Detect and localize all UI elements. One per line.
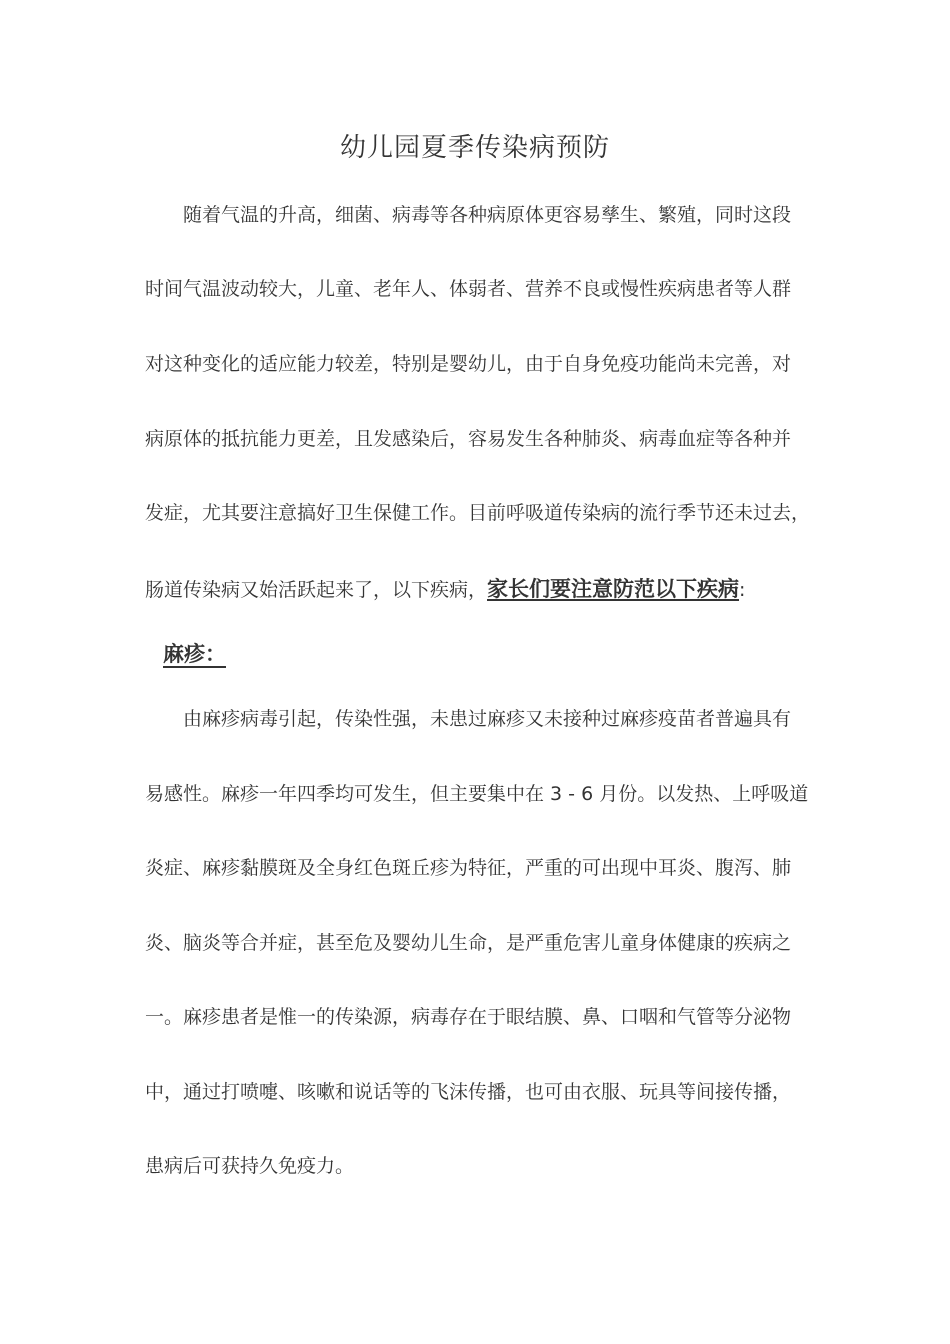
intro-line-2: 时间气温波动较大，儿童、老年人、体弱者、营养不良或慢性疾病患者等人群 [145,278,792,300]
measles-line-3: 炎症、麻疹黏膜斑及全身红色斑丘疹为特征，严重的可出现中耳炎、腹泻、肺 [145,857,792,879]
parent-warning-emphasis: 家长们要注意防范以下疾病 [487,577,740,601]
intro-line-5: 发症，尤其要注意搞好卫生保健工作。目前呼吸道传染病的流行季节还未过去， [145,502,811,524]
intro-line-6-end: : [739,579,746,601]
measles-line-7: 患病后可获持久免疫力。 [145,1155,355,1177]
intro-line-6-text: 肠道传染病又始活跃起来了，以下疾病， [145,579,488,601]
intro-line-1: 随着气温的升高，细菌、病毒等各种病原体更容易孳生、繁殖，同时这段 [183,204,792,226]
measles-line-5: 一。麻疹患者是惟一的传染源，病毒存在于眼结膜、鼻、口咽和气管等分泌物 [145,1006,792,1028]
measles-line-6: 中，通过打喷嚏、咳嗽和说话等的飞沫传播，也可由衣服、玩具等间接传播， [145,1081,792,1103]
intro-line-3: 对这种变化的适应能力较差，特别是婴幼儿，由于自身免疫功能尚未完善，对 [145,353,792,375]
measles-line-1: 由麻疹病毒引起，传染性强，未患过麻疹又未接种过麻疹疫苗者普遍具有 [183,708,792,730]
measles-line-2: 易感性。麻疹一年四季均可发生，但主要集中在 3 - 6 月份。以发热、上呼吸道 [145,783,809,805]
section-heading-measles: 麻疹： [163,642,226,666]
intro-line-6 [145,574,815,605]
intro-line-4: 病原体的抵抗能力更差，且发感染后，容易发生各种肺炎、病毒血症等各种并 [145,428,792,450]
document-title: 幼儿园夏季传染病预防 [339,133,610,163]
measles-line-4: 炎、脑炎等合并症，甚至危及婴幼儿生命，是严重危害儿童身体健康的疾病之 [145,932,792,954]
